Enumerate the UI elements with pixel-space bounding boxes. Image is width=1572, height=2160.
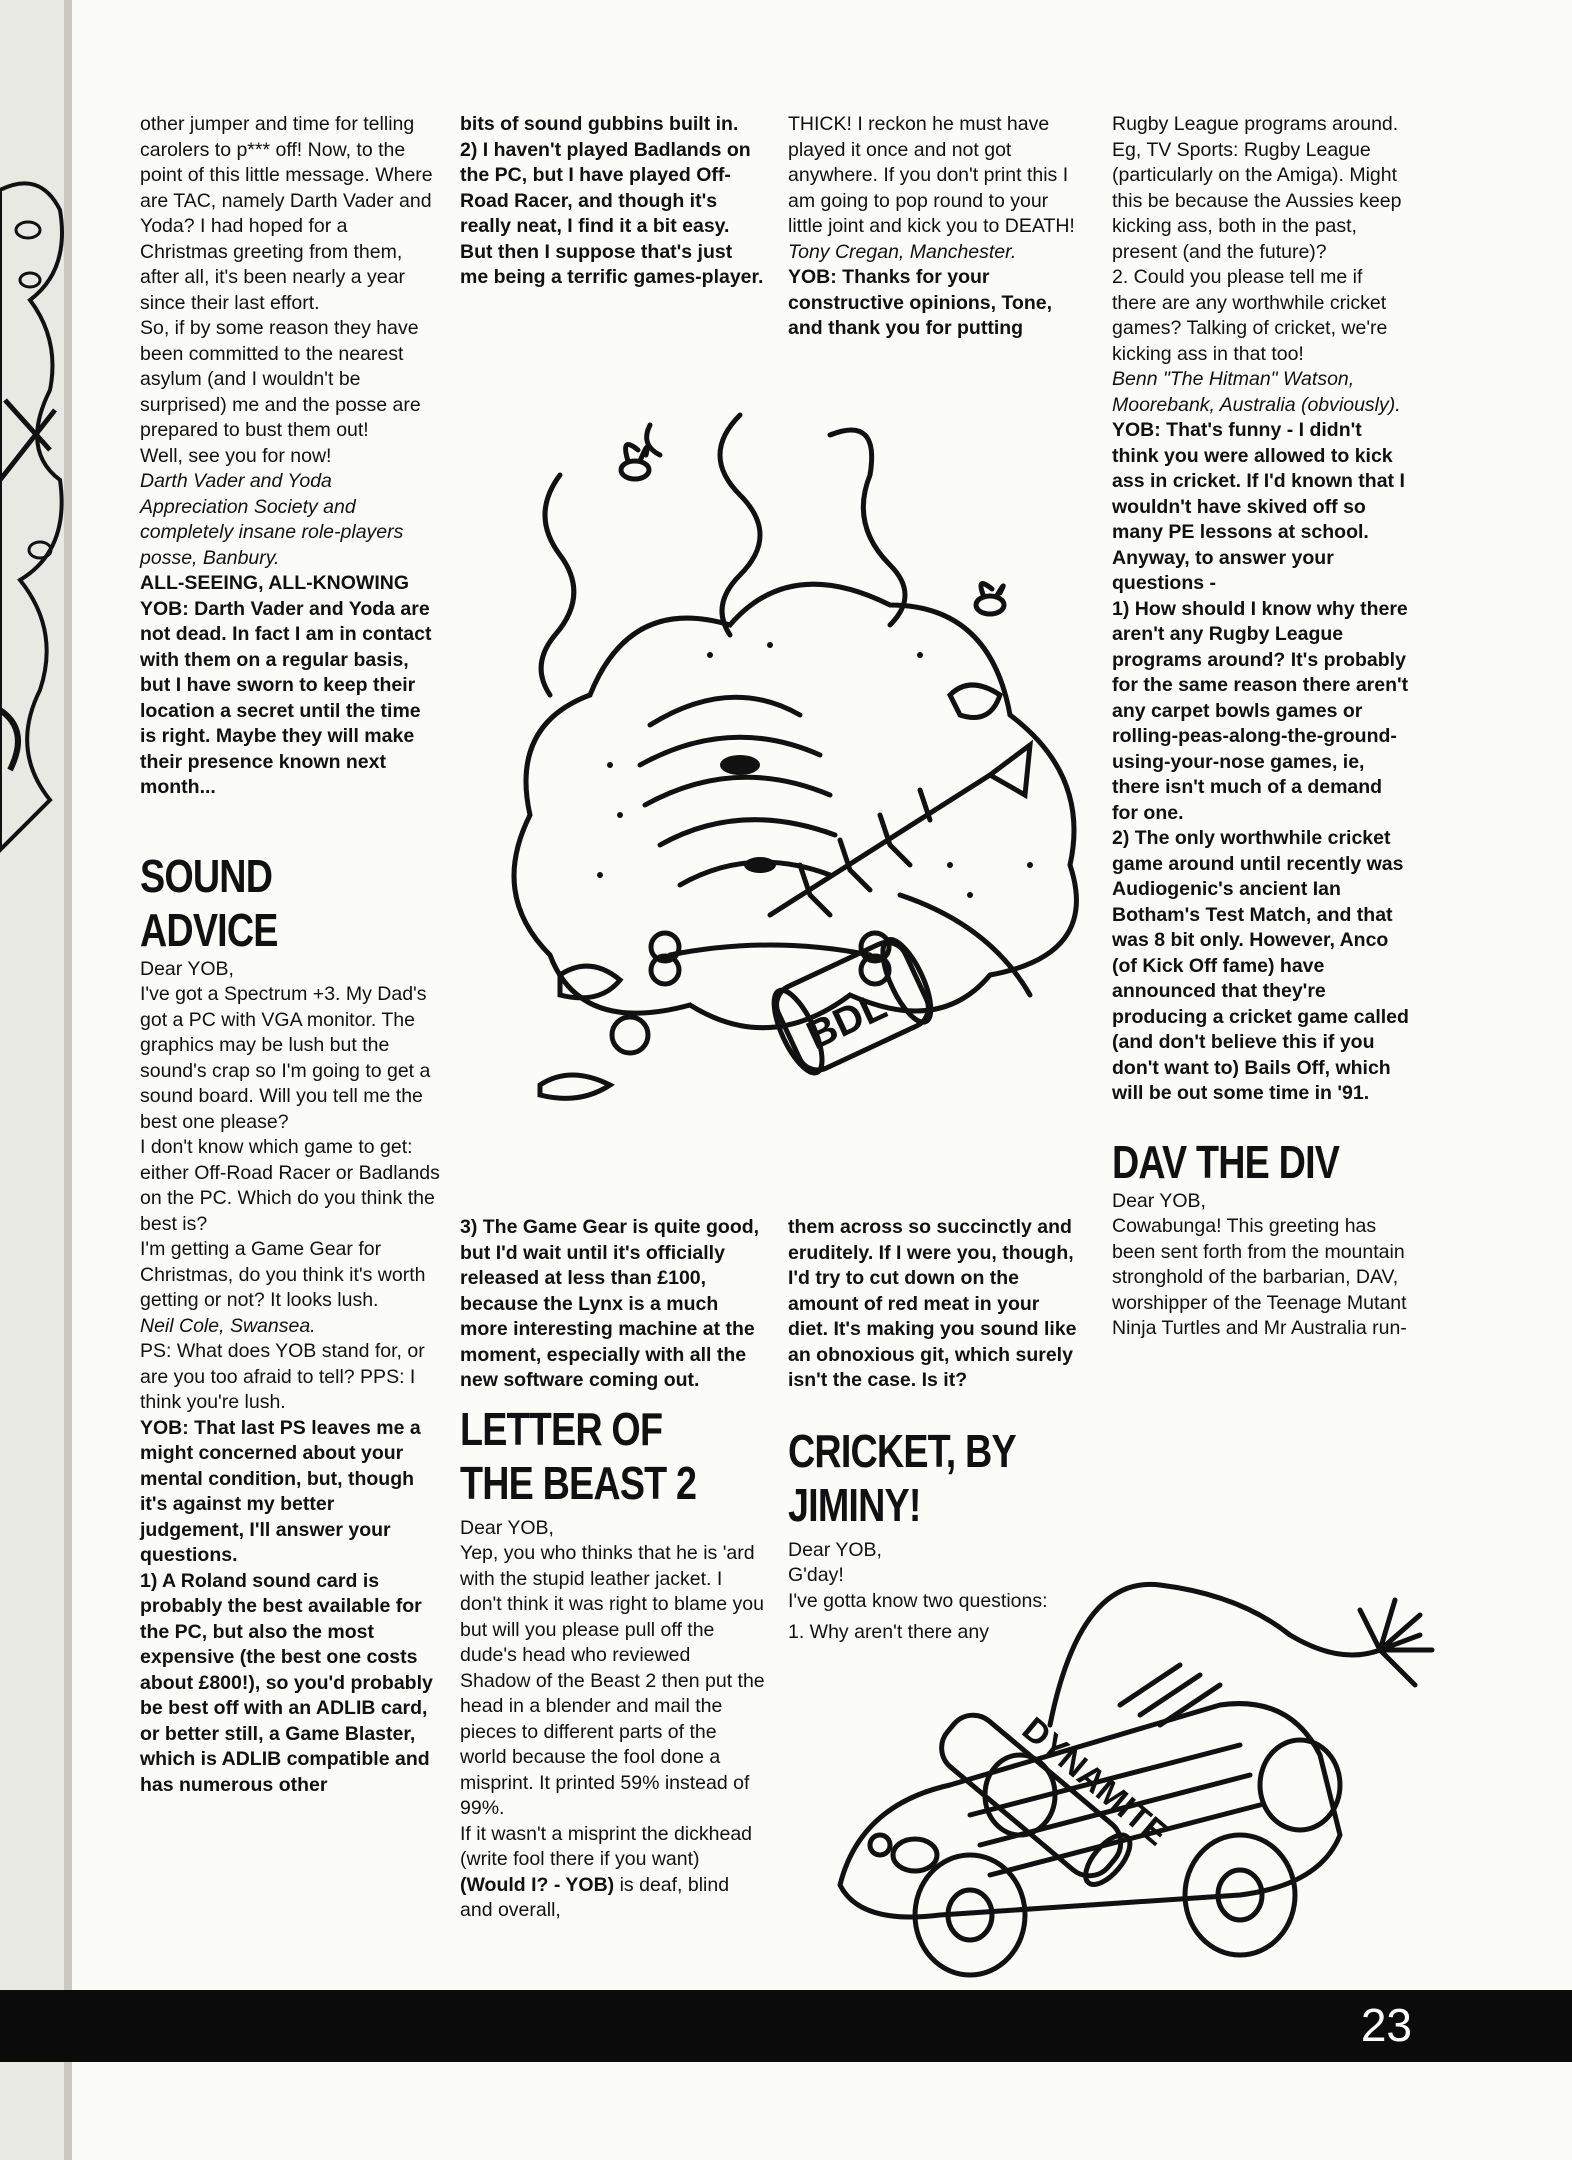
section-heading-dav-the-div: DAV THE DIV (1112, 1135, 1340, 1188)
letter-text: Cowabunga! This greeting has been sent forth from the mountain stronghold of the barbarian, DAV, worshipper of the Teenage Mutant Ninja Turtles and Mr Australia run- (1112, 1215, 1407, 1339)
yob-reply: 2) The only worthwhile cricket game around until recently was Audiogenic's ancient Ian Botham's Test Match, and that was 8 bit only. However, Anco (of Kick Off fame) have announced that they're producing a cricket game called (and don't believe this if you don't want to) Bails Off, which will be out some time in '91. (1112, 827, 1409, 1104)
letter-signoff: Darth Vader and Yoda Appreciation Society and completely insane role-players posse, Banbury. (140, 470, 404, 569)
letter-text: 1. Why aren't there any (788, 1621, 989, 1643)
column-4 (1112, 112, 1412, 1342)
letter-text: If it wasn't a misprint the dickhead (write fool there if you want) (Would I? - YOB) is deaf, blind and overall, (460, 1822, 753, 1921)
letter-text: Rugby League programs around. Eg, TV Sports: Rugby League (particularly on the Amiga). Might this be because the Aussies keep kicking ass, both in the past, present (and the future)? (1112, 113, 1402, 263)
letter-ps: PS: What does YOB stand for, or are you too afraid to tell? PPS: I think you're lush. (140, 1340, 425, 1413)
column-1 (140, 112, 440, 1798)
column-2-top (460, 112, 765, 291)
letter-text: 2. Could you please tell me if there are any worthwhile cricket games? Talking of cricket, we're kicking ass in that too! (1112, 266, 1388, 365)
letter-greeting: Dear YOB, (1112, 1189, 1206, 1212)
rubbish-heap-illustration-icon (470, 395, 1110, 1175)
section-heading-sound-advice: SOUND ADVICE (140, 849, 278, 956)
letter-text: G'day! (788, 1564, 844, 1586)
letter-signoff: Neil Cole, Swansea. (140, 1314, 316, 1337)
car-label: DYNAMITE (1014, 1710, 1176, 1854)
letter-text: other jumper and time for telling carolers to p*** off! Now, to the point of this little message. Where are TAC, namely Darth Vader and Yoda? I had hoped for a Christmas greeting from them, after all, it's been nearly a year since their last effort. (140, 113, 433, 314)
yob-reply: them across so succinctly and eruditely. If I were you, though, I'd try to cut down on the amount of red meat in your diet. It's making you sound like an obnoxious git, which surely isn't the case. Is it? (788, 1216, 1077, 1391)
yob-reply: YOB: Thanks for your constructive opinions, Tone, and thank you for putting (788, 266, 1052, 339)
letter-text: I don't know which game to get: either Off-Road Racer or Badlands on the PC. Which do you think the best is? (140, 1136, 440, 1235)
adjacent-page-edge (0, 0, 72, 2160)
letter-text: Well, see you for now! (140, 444, 332, 467)
yob-reply: ALL-SEEING, ALL-KNOWING YOB: Darth Vader and Yoda are not dead. In fact I am in contact with them on a regular basis, but I have sworn to keep their location a secret until the time is right. Maybe they will make their presence known next month... (140, 572, 432, 798)
letter-greeting: Dear YOB, (140, 957, 234, 980)
page-number: 23 (1360, 1999, 1412, 2051)
can-label: BDL (800, 983, 894, 1059)
yob-reply: 1) A Roland sound card is probably the best available for the PC, but also the most expensive (the best one costs about £800!), so you'd probably be best off with an ADLIB card, or better still, a Game Blaster, which is ADLIB compatible and has numerous other (140, 1569, 433, 1796)
yob-reply: 1) How should I know why there aren't any Rugby League programs around? It's probably for the same reason there aren't any carpet bowls games or rolling-peas-along-the-ground-using-your-nose games, ie, there isn't much of a demand for one. (1112, 597, 1409, 824)
column-2-bottom (460, 1215, 765, 1924)
letter-text: So, if by some reason they have been committed to the nearest asylum (and I wouldn't be surprised) me and the posse are prepared to bust them out! (140, 317, 421, 441)
letter-text: Yep, you who thinks that he is 'ard with the stupid leather jacket. I don't think it was right to blame you but will you please pull off the dude's head who reviewed Shadow of the Beast 2 then put the head in a blender and mail the pieces to different parts of the world because the fool done a misprint. It printed 59% instead of 99%. (460, 1542, 765, 1819)
letter-text: I've gotta know two questions: (788, 1589, 1048, 1612)
section-heading-letter-of-the-beast: LETTER OF THE BEAST 2 (460, 1402, 697, 1509)
yob-reply: 3) The Game Gear is quite good, but I'd wait until it's officially released at less than £100, because the Lynx is a much more interesting machine at the moment, especially with all the new software coming out. (460, 1216, 760, 1391)
section-heading-cricket: CRICKET, BY JIMINY! (788, 1424, 1016, 1531)
yob-reply: YOB: That last PS leaves me a might concerned about your mental condition, but, though it's against my better judgement, I'll answer your questions. (140, 1416, 421, 1566)
column-3-top (788, 112, 1078, 342)
yob-reply: bits of sound gubbins built in. (460, 113, 739, 135)
letter-signoff: Tony Cregan, Manchester. (788, 240, 1017, 263)
letter-text: I'm getting a Game Gear for Christmas, do you think it's worth getting or not? It looks lush. (140, 1238, 426, 1311)
letter-greeting: Dear YOB, (788, 1538, 882, 1561)
dynamite-car-illustration-icon (820, 1555, 1440, 1995)
letter-text: THICK! I reckon he must have played it once and not got anywhere. If you don't print this I am going to pop round to your little joint and kick you to DEATH! (788, 113, 1075, 237)
letter-greeting: Dear YOB, (460, 1516, 554, 1539)
yob-reply: YOB: That's funny - I didn't think you were allowed to kick ass in cricket. If I'd known that I wouldn't have skived off so many PE lessons at school. Anyway, to answer your questions - (1112, 419, 1405, 594)
letter-signoff: Benn "The Hitman" Watson, Moorebank, Australia (obviously). (1112, 368, 1401, 416)
letter-text: I've got a Spectrum +3. My Dad's got a PC with VGA monitor. The graphics may be lush but the sound's crap so I'm going to get a sound board. Will you tell me the best one please? (140, 983, 431, 1133)
yob-reply: 2) I haven't played Badlands on the PC, but I have played Off-Road Racer, and though it's really neat, I find it a bit easy. But then I suppose that's just me being a terrific games-player. (460, 138, 764, 288)
adjacent-page-doodle-icon (0, 150, 72, 870)
footer-bar (0, 1990, 1572, 2062)
